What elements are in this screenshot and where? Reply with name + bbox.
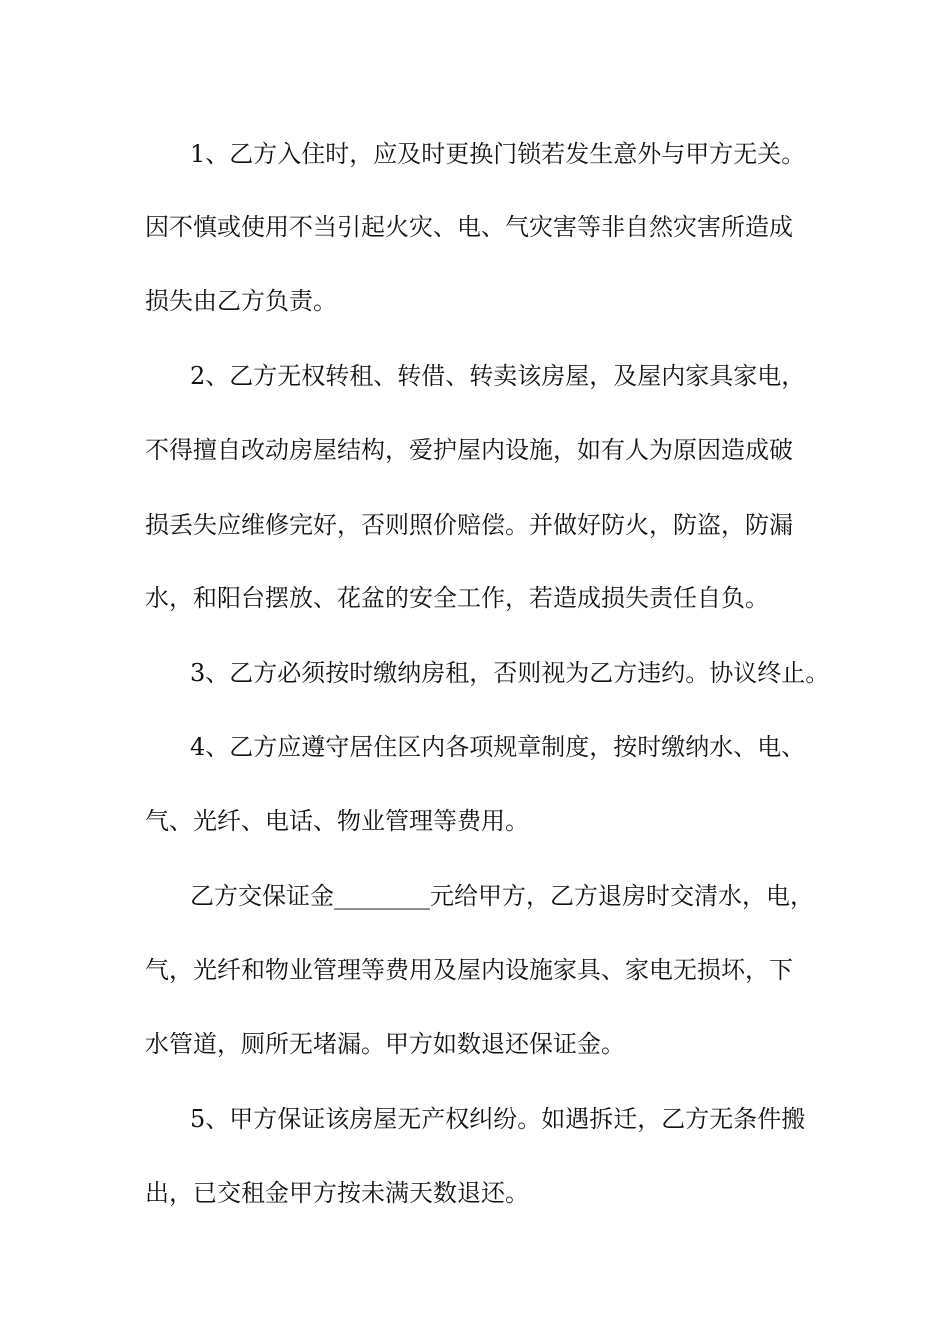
- clause-4-line-1: 4、乙方应遵守居住区内各项规章制度，按时缴纳水、电、: [190, 733, 806, 761]
- clause-1-line-2: 因不慎或使用不当引起火灾、电、气灾害等非自然灾害所造成: [145, 213, 793, 241]
- deposit-line-3: 水管道，厕所无堵漏。甲方如数退还保证金。: [145, 1030, 625, 1058]
- clause-4-line-2: 气、光纤、电话、物业管理等费用。: [145, 807, 529, 835]
- clause-1-line-1: 1、乙方入住时，应及时更换门锁若发生意外与甲方无关。: [190, 140, 806, 168]
- deposit-line-2: 气，光纤和物业管理等费用及屋内设施家具、家电无损坏，下: [145, 956, 793, 984]
- clause-2-line-3: 损丢失应维修完好，否则照价赔偿。并做好防火，防盗，防漏: [145, 511, 793, 539]
- clause-5-line-1: 5、甲方保证该房屋无产权纠纷。如遇拆迁，乙方无条件搬: [190, 1105, 806, 1133]
- clause-1-line-3: 损失由乙方负责。: [145, 287, 337, 315]
- clause-3-line-1: 3、乙方必须按时缴纳房租，否则视为乙方违约。协议终止。: [190, 659, 830, 687]
- deposit-line-1: 乙方交保证金________元给甲方，乙方退房时交清水，电，: [190, 882, 814, 910]
- clause-2-line-2: 不得擅自改动房屋结构，爱护屋内设施，如有人为原因造成破: [145, 436, 793, 464]
- clause-2-line-4: 水，和阳台摆放、花盆的安全工作，若造成损失责任自负。: [145, 584, 769, 612]
- clause-5-line-2: 出，已交租金甲方按未满天数退还。: [145, 1179, 529, 1207]
- clause-2-line-1: 2、乙方无权转租、转借、转卖该房屋，及屋内家具家电，: [190, 362, 806, 390]
